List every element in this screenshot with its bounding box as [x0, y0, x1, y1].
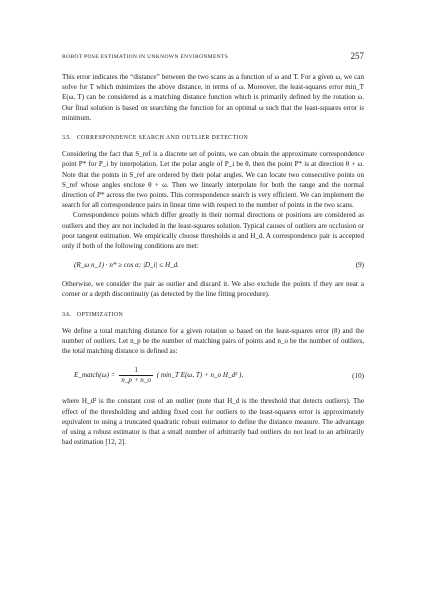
- paragraph-discard-outliers: Otherwise, we consider the pair as outlier and discard it. We also exclude the points if they are near a corner or a depth discontinuity (as detected by the line fitting procedure).: [62, 280, 364, 299]
- equation-10-body: [74, 366, 243, 385]
- fraction-numerator: 1: [119, 366, 153, 376]
- section-title: CORRESPONDENCE SEARCH AND OUTLIER DETECTION: [76, 135, 249, 142]
- paragraph-total-matching-distance: We define a total matching distance for a given rotation ω based on the least-squares error (8) and the number of outliers. Let n_p be the number of matching pairs of points and n_o be the number of outliers, the total matching distance is defined as:: [62, 326, 364, 356]
- equation-10: [62, 364, 364, 388]
- equation-10-number: (10): [352, 372, 364, 381]
- paragraph-robust-estimator: where H_d² is the constant cost of an outlier (note that H_d is the threshold that detects outliers). The effect of the thresholding and adding fixed cost for outliers to the least-squares error is approximately equivalent to using a truncated quadratic robust estimator to define the distance measure. The advantage of using a robust estimator is that a small number of arbitrarily bad outliers do not lead to an arbitrarily bad estimation [12, 2].: [62, 397, 364, 447]
- page-number: 257: [350, 51, 364, 61]
- section-number: 3.5.: [62, 135, 71, 142]
- equation-10-fraction: [119, 366, 153, 385]
- equation-10-lhs: E_match(ω) =: [74, 371, 116, 380]
- paragraph-outliers: Correspondence points which differ greatly in their normal directions or positions are considered as outliers and they are not included in the least-squares solution. Typical causes of outliers are occlusion or poor tangent estimation. We empirically choose thresholds α and H_d. A correspondence pair is accepted only if both of the following conditions are met:: [62, 211, 364, 251]
- section-heading-optimization: [62, 310, 364, 320]
- paragraph-correspondence-search: Considering the fact that S_ref is a discrete set of points, we can obtain the approximate correspondence point P* for P_i by interpolation. Let the polar angle of P_i be θ, then the point P* is at direction θ + ω. Note that the points in S_ref are ordered by their polar angles. We can locate two consecutive points on S_ref whose angles enclose θ + ω. Then we linearly interpolate for both the range and the normal direction of P* across the two points. This correspondence search is very efficient. We can implement the search for all correspondence pairs in linear time with respect to the number of points in the two scans.: [62, 150, 364, 210]
- section-heading-correspondence: [62, 133, 364, 143]
- section-title: OPTIMIZATION: [76, 311, 124, 318]
- equation-9-expression: (R_ω n_1) · n* ≥ cos α; |D_i| ≤ H_d.: [74, 261, 179, 270]
- running-header: [62, 51, 364, 66]
- section-number: 3.6.: [62, 311, 71, 318]
- running-title: ROBOT POSE ESTIMATION IN UNKNOWN ENVIRONMENTS: [62, 54, 229, 60]
- equation-10-rhs: ( min_T E(ω, T) + n_o H_d² ),: [156, 371, 244, 380]
- paragraph-distance-function: This error indicates the “distance” between the two scans as a function of ω and T. For a given ω, we can solve for T which minimizes the above distance, in terms of ω. Moreover, the least-squares error min_T E(ω, T) can be considered as a matching distance function which is primarily defined by the rotation ω. Our final solution is based on searching the function for an optimal ω such that the least-squares error is minimum.: [62, 73, 364, 122]
- body-text: [62, 72, 364, 447]
- equation-9-number: (9): [355, 261, 364, 270]
- fraction-denominator: n_p + n_o: [121, 376, 151, 385]
- equation-9: [62, 258, 364, 272]
